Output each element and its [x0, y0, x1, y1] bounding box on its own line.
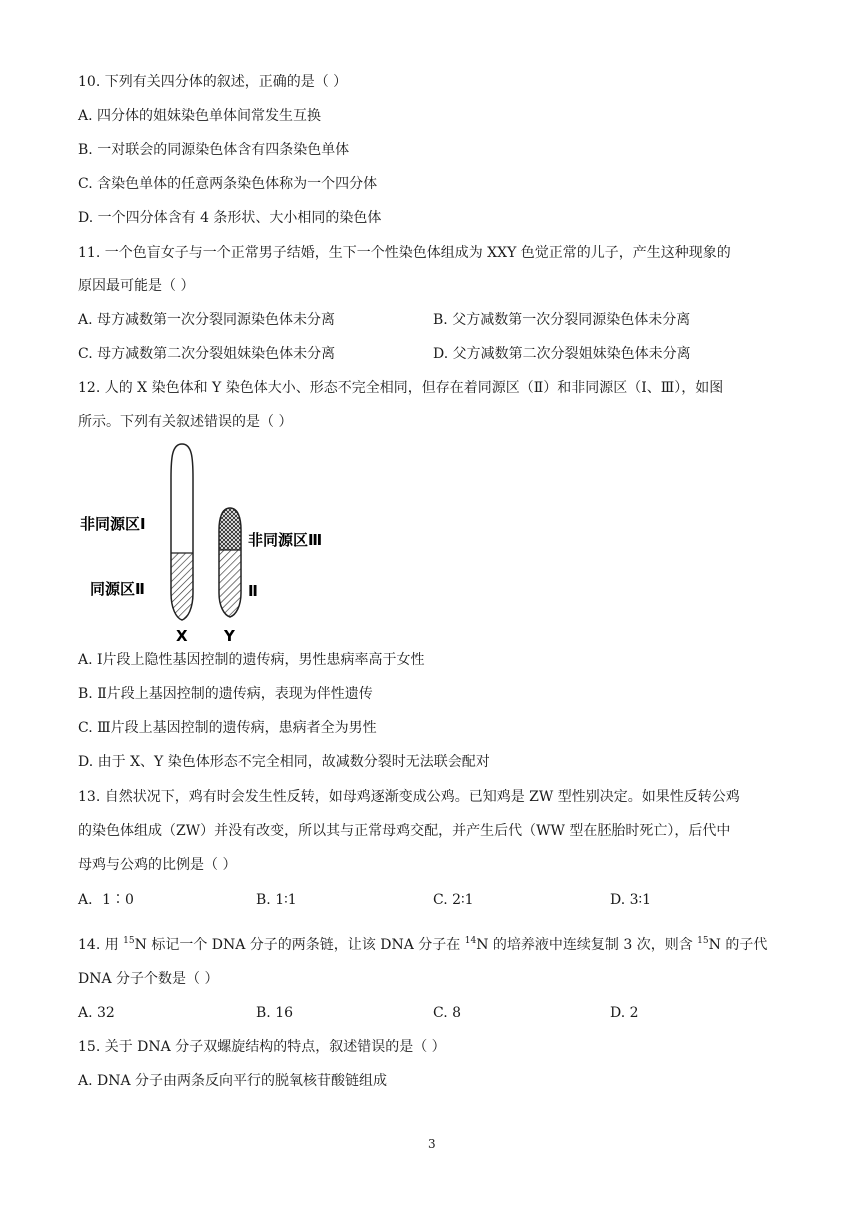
q10-option-d: D. 一个四分体含有 4 条形状、大小相同的染色体 [78, 210, 382, 226]
label-x: X [176, 627, 188, 645]
q12-stem-line1: 12. 人的 X 染色体和 Y 染色体大小、形态不完全相同，但存在着同源区（Ⅱ）和非同源区（Ⅰ、Ⅲ），如图 [78, 380, 724, 396]
q11-stem-line1: 11. 一个色盲女子与一个正常男子结婚，生下一个性染色体组成为 XXY 色觉正常的儿子，产生这种现象的 [78, 245, 731, 261]
q10-stem: 10. 下列有关四分体的叙述，正确的是（ ） [78, 74, 348, 90]
q10-option-a: A. 四分体的姐妹染色单体间常发生互换 [78, 108, 322, 124]
q14-stem-part: 14. 用 [78, 937, 124, 953]
isotope-superscript: 14 [464, 936, 477, 946]
q11-option-d: D. 父方减数第二次分裂姐妹染色体未分离 [433, 346, 691, 362]
q12-stem-line2: 所示。下列有关叙述错误的是（ ） [78, 414, 293, 430]
isotope-superscript: 15 [123, 936, 135, 946]
q10-option-b: B. 一对联会的同源染色体含有四条染色单体 [78, 142, 350, 158]
q13-option-b: B. 1∶1 [256, 892, 297, 908]
q12-option-b: B. Ⅱ片段上基因控制的遗传病，表现为伴性遗传 [78, 686, 373, 702]
isotope-superscript: 15 [697, 936, 709, 946]
q14-option-b: B. 16 [256, 1005, 294, 1021]
q14-stem-line2: DNA 分子个数是（ ） [78, 971, 219, 987]
q14-stem-line1 [78, 935, 767, 955]
q14-stem-part: N 的培养液中连续复制 3 次，则含 [476, 937, 698, 953]
label-nonhomologous-1: 非同源区Ⅰ [80, 515, 146, 533]
q14-option-c: C. 8 [433, 1005, 462, 1021]
q13-option-a: A．1∶0 [78, 892, 134, 908]
q12-option-d: D. 由于 X、Y 染色体形态不完全相同，故减数分裂时无法联会配对 [78, 754, 490, 770]
q13-stem-line2: 的染色体组成（ZW）并没有改变，所以其与正常母鸡交配，并产生后代（WW 型在胚胎时死亡），后代中 [78, 823, 731, 839]
label-region-2: Ⅱ [248, 582, 258, 600]
q15-stem: 15. 关于 DNA 分子双螺旋结构的特点，叙述错误的是（ ） [78, 1039, 446, 1055]
q12-option-c: C. Ⅲ片段上基因控制的遗传病，患病者全为男性 [78, 720, 377, 736]
q14-stem-part: N 标记一个 DNA 分子的两条链，让该 DNA 分子在 [134, 937, 465, 953]
q14-option-d: D. 2 [610, 1005, 639, 1021]
q11-option-b: B. 父方减数第一次分裂同源染色体未分离 [433, 312, 691, 328]
q13-option-c: C. 2∶1 [433, 892, 474, 908]
label-homologous-2: 同源区Ⅱ [90, 580, 145, 598]
q14-option-a: A. 32 [78, 1005, 115, 1021]
q11-option-a: A. 母方减数第一次分裂同源染色体未分离 [78, 312, 336, 328]
y-chromosome [214, 498, 254, 625]
q13-option-d: D. 3∶1 [610, 892, 652, 908]
xy-chromosome-figure [74, 438, 354, 648]
q13-stem-line3: 母鸡与公鸡的比例是（ ） [78, 857, 237, 873]
page-number: 3 [428, 1137, 436, 1151]
q11-stem-line2: 原因最可能是（ ） [78, 278, 195, 294]
q13-stem-line1: 13. 自然状况下，鸡有时会发生性反转，如母鸡逐渐变成公鸡。已知鸡是 ZW 型性别决定。如果性反转公鸡 [78, 789, 740, 805]
label-nonhomologous-3: 非同源区Ⅲ [248, 531, 323, 549]
q15-option-a: A. DNA 分子由两条反向平行的脱氧核苷酸链组成 [78, 1073, 388, 1089]
x-chromosome [164, 438, 204, 628]
q14-stem-part: N 的子代 [708, 937, 768, 953]
label-y: Y [224, 627, 235, 645]
q11-option-c: C. 母方减数第二次分裂姐妹染色体未分离 [78, 346, 336, 362]
q10-option-c: C. 含染色单体的任意两条染色体称为一个四分体 [78, 176, 378, 192]
q12-option-a: A. Ⅰ片段上隐性基因控制的遗传病，男性患病率高于女性 [78, 652, 425, 668]
